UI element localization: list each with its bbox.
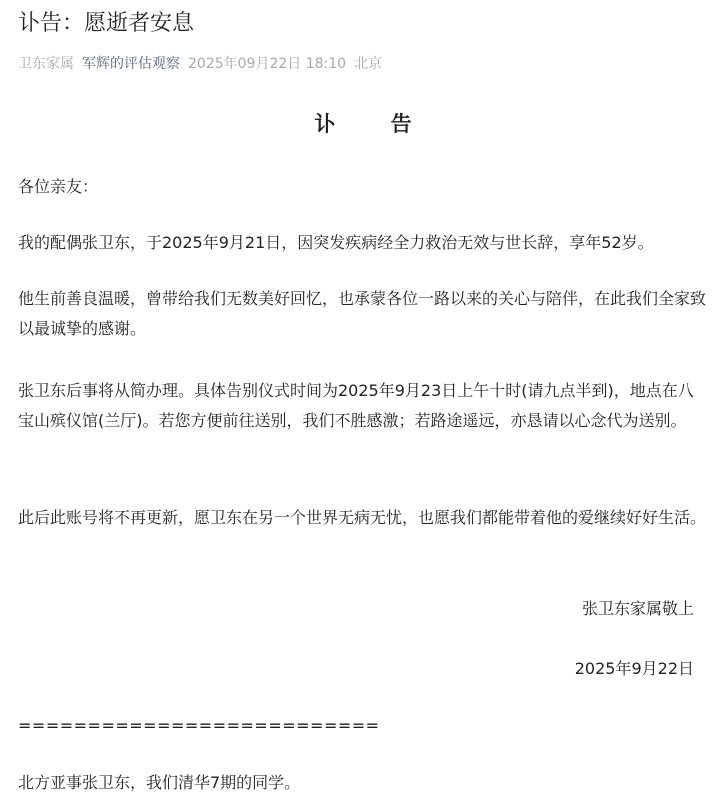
paragraph-funeral-arrangements: 张卫东后事将从简办理。具体告别仪式时间为2025年9月23日上午十时(请九点半到)，地点在八宝山殡仪馆(兰厅)。若您方便前往送别，我们不胜感激；若路途遥远，亦恳请以心念代为送别。	[18, 381, 694, 430]
footnote: 北方亚事张卫东，我们清华7期的同学。	[18, 773, 301, 792]
article-meta	[18, 54, 382, 74]
paragraph-gratitude: 他生前善良温暖，曾带给我们无数美好回忆，也承蒙各位一路以来的关心与陪伴，在此我们全家致以最诚挚的感谢。	[18, 289, 707, 338]
column-link[interactable]: 军辉的评估观察	[82, 56, 180, 72]
divider-line: ==========================	[18, 716, 380, 735]
paragraph-farewell: 此后此账号将不再更新，愿卫东在另一个世界无病无忧，也愿我们都能带着他的爱继续好好生活。	[18, 508, 707, 527]
publish-time: 2025年09月22日 18:10	[188, 56, 347, 72]
greeting: 各位亲友：	[18, 177, 99, 196]
paragraph-announcement: 我的配偶张卫东，于2025年9月21日，因突发疾病经全力救治无效与世长辞，享年52岁。	[18, 233, 654, 252]
article-title: 讣告：愿逝者安息	[18, 11, 195, 36]
author-account[interactable]: 卫东家属	[18, 56, 74, 72]
publish-location: 北京	[354, 56, 383, 72]
notice-heading: 讣 告	[314, 112, 436, 136]
signature: 张卫东家属敬上	[581, 599, 694, 618]
notice-date: 2025年9月22日	[574, 659, 694, 678]
